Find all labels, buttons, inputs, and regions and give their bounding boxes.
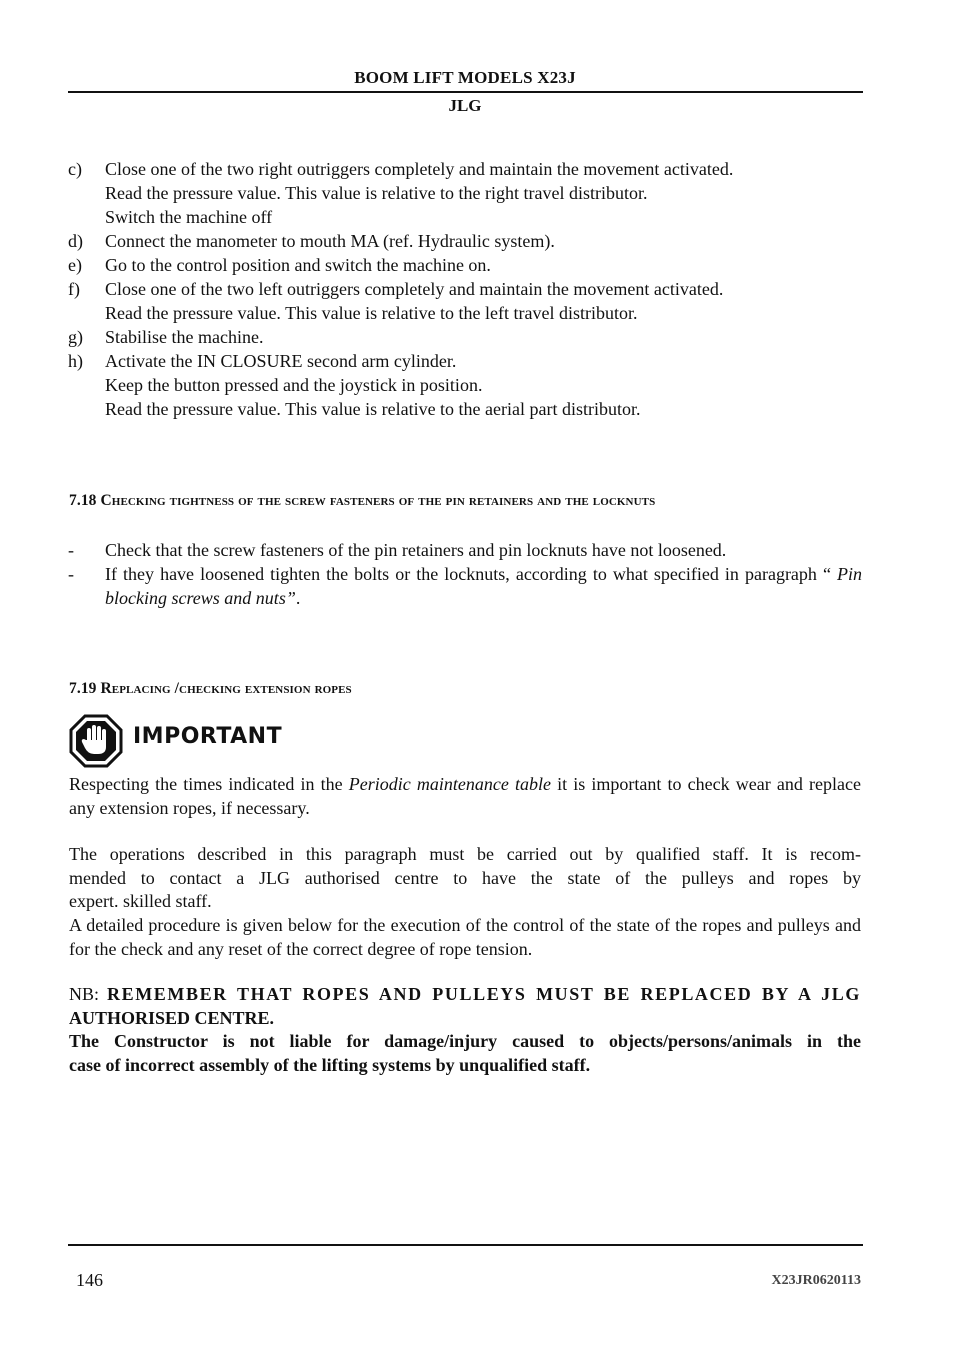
nb-bold-text: REMEMBER THAT ROPES AND PULLEYS MUST BE REPLACED BY A JLG xyxy=(106,984,861,1004)
step-c xyxy=(68,157,868,229)
step-line: Activate the IN CLOSURE second arm cylinder. xyxy=(105,351,457,371)
liability-text: The Constructor is not liable for damage/injury caused to objects/persons/animals in the xyxy=(69,1031,861,1051)
paragraph-line: mended to contact a JLG authorised centre to have the state of the pulleys and ropes by xyxy=(69,867,861,888)
paragraph-line: The operations described in this paragraph must be carried out by qualified staff. It is recom- xyxy=(69,844,861,864)
step-line: Read the pressure value. This value is relative to the right travel distributor. xyxy=(105,183,648,203)
nb-bold-text: AUTHORISED CENTRE. xyxy=(69,1007,275,1028)
step-line: Switch the machine off xyxy=(105,207,273,227)
step-line: Read the pressure value. This value is relative to the left travel distributor. xyxy=(105,303,638,323)
header-rule xyxy=(68,91,863,93)
step-line: Close one of the two left outriggers completely and maintain the movement activated. xyxy=(105,279,724,299)
step-line: Go to the control position and switch the machine on. xyxy=(105,255,491,275)
bullet-text-plain: If they have loosened tighten the bolts or the locknuts, according to what specified in paragraph “ xyxy=(105,564,837,584)
paragraph-procedure: A detailed procedure is given below for the execution of the control of the state of the ropes and pulleys and for the check and any reset of the correct degree of rope tension. xyxy=(69,915,861,959)
nb-line xyxy=(69,983,861,1007)
paragraph-text: it is important to check wear and replace any extension ropes, if necessary. xyxy=(69,774,861,818)
step-f xyxy=(68,277,868,325)
nb-prefix: NB: xyxy=(69,984,107,1004)
procedure-steps xyxy=(68,157,868,421)
step-label: f) xyxy=(68,279,80,299)
step-label: e) xyxy=(68,255,82,275)
step-e xyxy=(68,253,868,277)
paragraph-reference: Pin blocking screws and nuts” xyxy=(105,564,862,608)
step-line: Read the pressure value. This value is relative to the aerial part distributor. xyxy=(105,399,641,419)
step-line: Close one of the two right outriggers completely and maintain the movement activated. xyxy=(105,159,734,179)
list-item xyxy=(68,538,862,562)
bullet-text-end: . xyxy=(295,588,301,608)
paragraph-line: expert. skilled staff. xyxy=(69,891,212,911)
stop-hand-icon xyxy=(69,714,123,768)
step-h xyxy=(68,349,868,421)
list-item xyxy=(68,562,862,610)
header-subtitle: JLG xyxy=(448,96,482,115)
important-label: IMPORTANT xyxy=(133,724,283,749)
paragraph-maintenance xyxy=(69,773,861,820)
bullet-text: Check that the screw fasteners of the pin retainers and pin locknuts have not loosened. xyxy=(105,540,727,560)
bullet-list xyxy=(68,538,862,610)
section-heading-7-19: 7.19 Replacing /checking extension ropes xyxy=(69,680,352,697)
document-code: X23JR0620113 xyxy=(771,1273,861,1288)
step-d xyxy=(68,229,868,253)
header-title: BOOM LIFT MODELS X23J xyxy=(354,68,576,87)
nb-warning xyxy=(69,983,861,1077)
table-reference: Periodic maintenance table xyxy=(348,774,551,794)
bullet-dash: - xyxy=(68,540,74,560)
liability-text: case of incorrect assembly of the lifting systems by unqualified staff. xyxy=(69,1054,591,1075)
section-heading-7-18: 7.18 Checking tightness of the screw fasteners of the pin retainers and the locknuts xyxy=(69,492,656,509)
bullet-dash: - xyxy=(68,564,74,584)
paragraph-text: Respecting the times indicated in the xyxy=(69,774,349,794)
step-line: Connect the manometer to mouth MA (ref. Hydraulic system). xyxy=(105,231,555,251)
step-label: d) xyxy=(68,231,83,251)
step-label: g) xyxy=(68,327,83,347)
page-number: 146 xyxy=(76,1270,103,1290)
step-label: h) xyxy=(68,351,83,371)
step-line: Stabilise the machine. xyxy=(105,327,264,347)
bullet-text xyxy=(105,562,862,610)
footer-rule xyxy=(68,1244,863,1246)
step-label: c) xyxy=(68,159,82,179)
step-g xyxy=(68,325,868,349)
paragraph-qualified-staff xyxy=(69,843,861,914)
step-line: Keep the button pressed and the joystick in position. xyxy=(105,375,483,395)
